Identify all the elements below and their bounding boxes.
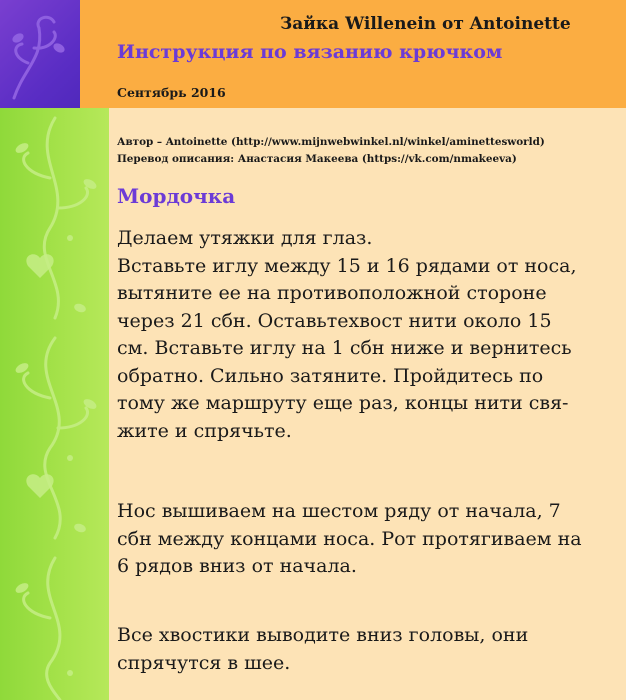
credits-block bbox=[117, 134, 545, 168]
author-credit: Автор – Antoinette (http://www.mijnwebwinkel.nl/winkel/aminettesworld) bbox=[117, 136, 545, 148]
paragraph-line: вытяните ее на противоположной стороне bbox=[117, 282, 547, 304]
paragraph-line: см. Вставьте иглу на 1 сбн ниже и вернитесь bbox=[117, 337, 572, 359]
main-content bbox=[109, 108, 626, 700]
paragraph-line: жите и спрячьте. bbox=[117, 419, 292, 442]
paragraph-intro bbox=[117, 225, 617, 445]
paragraph-line: Нос вышиваем на шестом ряду от начала, 7 bbox=[117, 500, 561, 522]
paragraph-line: спрячутся в шее. bbox=[117, 651, 291, 674]
page-header bbox=[80, 0, 626, 108]
sidebar-green-block bbox=[0, 108, 109, 700]
header-title: Зайка Willenein от Antoinette bbox=[280, 14, 571, 34]
paragraph-line: Вставьте иглу между 15 и 16 рядами от носа, bbox=[117, 254, 577, 277]
paragraph-line: Делаем утяжки для глаз. bbox=[117, 227, 373, 249]
section-title: Мордочка bbox=[117, 184, 236, 208]
paragraph-line: Все хвостики выводите вниз головы, они bbox=[117, 624, 529, 646]
floral-swirl-icon bbox=[4, 8, 74, 103]
floral-swirl-icon bbox=[0, 108, 109, 700]
paragraph-line: через 21 сбн. Оставьтехвост нити около 15 bbox=[117, 309, 552, 332]
paragraph-line: тому же маршруту еще раз, концы нити свя- bbox=[117, 392, 569, 414]
translation-credit: Перевод описания: Анастасия Макеева (https://vk.com/nmakeeva) bbox=[117, 153, 517, 165]
paragraph-line: сбн между концами носа. Рот протягиваем на bbox=[117, 527, 582, 550]
paragraph-nose bbox=[117, 498, 617, 581]
header-date: Сентябрь 2016 bbox=[117, 85, 226, 100]
paragraph-line: обратно. Сильно затяните. Пройдитесь по bbox=[117, 364, 544, 387]
header-subtitle: Инструкция по вязанию крючком bbox=[117, 41, 503, 63]
paragraph-tails bbox=[117, 622, 617, 677]
paragraph-line: 6 рядов вниз от начала. bbox=[117, 555, 357, 577]
